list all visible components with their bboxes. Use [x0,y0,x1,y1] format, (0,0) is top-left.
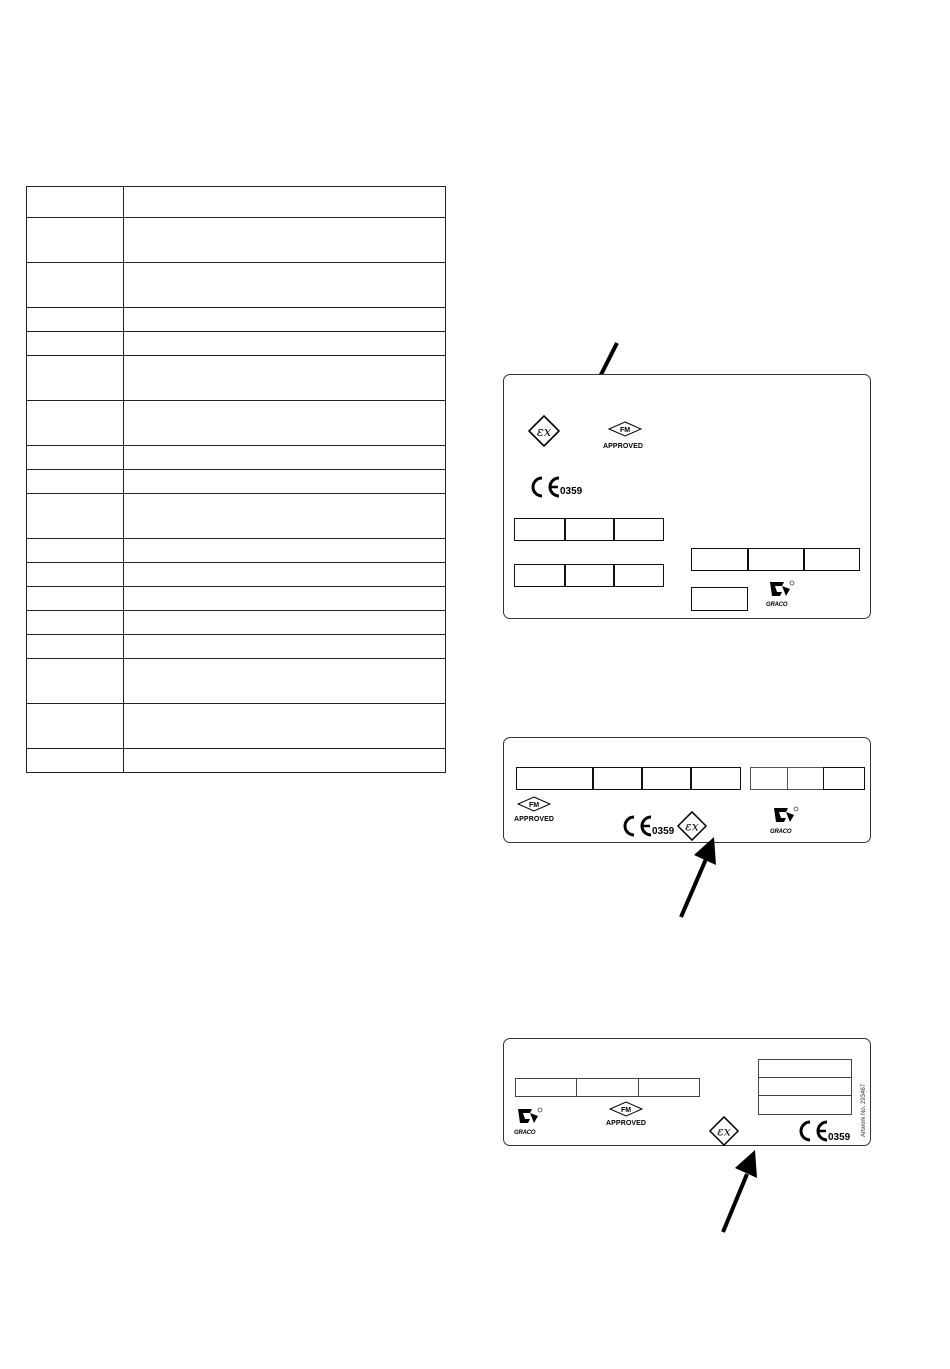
field-box [803,548,860,571]
table-cell [27,539,124,563]
table-cell [27,494,124,539]
field-box [564,518,615,541]
table-cell [124,563,446,587]
graco-logo-icon [770,806,802,830]
ce-mark-icon [619,814,655,838]
table-cell [124,263,446,308]
artwork-number: Artwork No. 293467 [861,1083,867,1137]
graco-wordmark: GRACO [770,829,792,835]
table-cell [124,587,446,611]
table-row [27,587,446,611]
arrow-icon [715,1146,765,1236]
fm-approved-icon [609,1101,643,1117]
table-cell [124,401,446,446]
ce-mark-icon [527,475,563,499]
table-row [27,332,446,356]
table-row [27,187,446,218]
table-cell [27,563,124,587]
field-box [690,767,741,790]
field-box [613,518,664,541]
fm-approved-icon [517,796,551,812]
table-row [27,704,446,749]
table-cell [124,332,446,356]
nameplate-label-2 [503,737,871,843]
table-cell [27,401,124,446]
table-cell [27,218,124,263]
svg-text:FM: FM [620,1107,632,1114]
svg-text:εx: εx [685,819,699,834]
table-cell [27,659,124,704]
field-divider [787,767,788,790]
field-box [576,1078,639,1097]
table-cell [124,356,446,401]
table-cell [124,470,446,494]
table-row [27,563,446,587]
table-row [27,401,446,446]
table-row [27,356,446,401]
field-box [691,587,748,611]
field-box [758,1059,852,1078]
field-box [515,1078,577,1097]
svg-text:εx: εx [536,425,552,440]
table-row [27,635,446,659]
field-box [514,564,566,587]
graco-logo-icon [766,580,798,604]
table-cell [124,704,446,749]
field-box [516,767,594,790]
graco-wordmark: GRACO [766,602,788,608]
component-table [26,186,446,773]
table-cell [124,308,446,332]
table-cell [124,218,446,263]
approved-text: APPROVED [603,443,644,450]
field-box [638,1078,700,1097]
table-cell [124,635,446,659]
table-row [27,659,446,704]
svg-text:FM: FM [619,427,631,434]
graco-wordmark: GRACO [514,1130,536,1136]
table-cell [27,263,124,308]
table-cell [27,587,124,611]
table-row [27,308,446,332]
svg-text:εx: εx [717,1124,731,1139]
table-cell [27,749,124,773]
table-cell [124,187,446,218]
field-box [758,1077,852,1096]
field-box [747,548,805,571]
ce-mark-icon [795,1119,831,1143]
table-row [27,218,446,263]
table-cell [124,749,446,773]
approved-text: APPROVED [514,816,555,823]
nameplate-label-3 [503,1038,871,1146]
field-box [691,548,749,571]
table-row [27,446,446,470]
table-cell [124,611,446,635]
table-cell [27,332,124,356]
table-cell [27,611,124,635]
ex-atex-icon [709,1116,739,1146]
table-cell [27,635,124,659]
fm-approved-icon [608,421,642,437]
table-cell [124,446,446,470]
table-cell [27,704,124,749]
table-cell [27,446,124,470]
table-cell [124,659,446,704]
svg-text:FM: FM [528,802,540,809]
table-cell [27,356,124,401]
graco-logo-icon [514,1107,546,1131]
table-row [27,470,446,494]
nameplate-label-1 [503,374,871,619]
ex-atex-icon [528,415,560,447]
approved-text: APPROVED [606,1120,647,1127]
arrow-icon [672,833,722,923]
field-box [514,518,566,541]
table-cell [124,494,446,539]
field-box [823,767,865,790]
field-box [613,564,664,587]
table-row [27,494,446,539]
table-row [27,263,446,308]
field-box [592,767,643,790]
field-box [564,564,615,587]
field-box [758,1095,852,1115]
ce-number: 0359 [652,826,675,837]
table-cell [27,187,124,218]
ce-number: 0359 [560,486,583,497]
ce-number: 0359 [828,1132,851,1143]
table-row [27,611,446,635]
table-cell [27,470,124,494]
table-row [27,749,446,773]
table-cell [124,539,446,563]
field-box [641,767,692,790]
table-cell [27,308,124,332]
table-row [27,539,446,563]
